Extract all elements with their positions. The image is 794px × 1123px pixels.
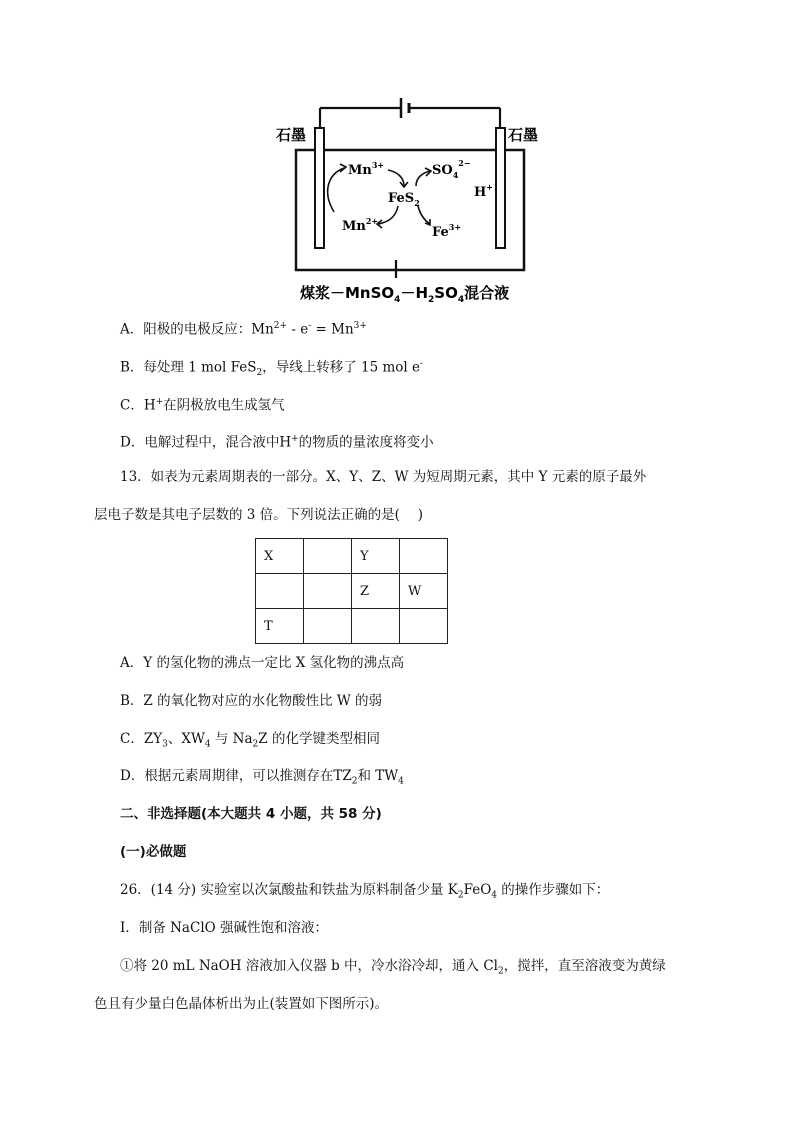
ion-h-label: H+ [474,182,493,200]
table-cell: Z [352,574,400,609]
section-2-title: 二、非选择题(本大题共 4 小题，共 58 分) [120,806,382,822]
electrolysis-diagram [270,94,550,306]
table-cell: Y [352,539,400,574]
q13-stem-line2: 层电子数是其电子层数的 3 倍。下列说法正确的是( ) [94,507,423,523]
arrow-mn2-to-mn3 [328,168,344,212]
table-cell: T [256,609,304,644]
q13-option-d: D．根据元素周期律，可以推测存在$TZ_2$和 $TW_4$ [120,768,404,787]
table-cell [400,539,448,574]
q13-option-b: B．Z 的氧化物对应的水化物酸性比 W 的弱 [120,693,383,709]
section-2-subtitle: (一)必做题 [120,844,187,860]
electrolysis-cell-drawing [270,94,550,306]
q13-stem-line1: 13．如表为元素周期表的一部分。X、Y、Z、W 为短周期元素，其中 Y 元素的原子最外 [120,469,647,485]
table-cell [304,539,352,574]
q26-step-1-line1: ①将 20 mL NaOH 溶液加入仪器 b 中，冷水浴冷却，通入 $Cl_2$，搅拌，直至溶液变为黄绿 [120,958,666,977]
q12-option-d: D．电解过程中，混合液中H+的物质的量浓度将变小 [120,434,434,451]
right-electrode-label: 石墨 [508,126,539,144]
q26-stem: 26．(14 分) 实验室以次氯酸盐和铁盐为原料制备少量 $K_2FeO_4$ 的操作步骤如下： [120,882,610,901]
table-cell [400,609,448,644]
arrow-fes2-to-fe3 [418,206,430,224]
table-row [256,539,448,574]
q26-part-1: Ⅰ．制备 NaClO 强碱性饱和溶液： [120,920,328,936]
diagram-caption: 煤浆$-MnSO_4-H_2SO_4$混合液 [300,284,510,305]
periodic-table-fragment [255,538,448,644]
q12-option-b: B．每处理 1 mol FeS$_2$，导线上转移了 15 mol e- [120,359,424,379]
q13-option-c: C．$ZY_3$、$XW_4$ 与 $Na_2Z$ 的化学键类型相同 [120,731,380,750]
table-row [256,609,448,644]
table-cell [352,609,400,644]
table-row [256,574,448,609]
electrolytic-cell [296,150,524,270]
table-cell [304,574,352,609]
left-graphite-electrode [315,128,324,248]
table-cell: X [256,539,304,574]
q26-step-1-line2: 色且有少量白色晶体析出为止(装置如下图所示)。 [94,996,389,1012]
table-cell: W [400,574,448,609]
q12-option-a: A．阳极的电极反应：$Mn^{2+} - e^- = Mn^{3+}$ [120,321,367,338]
ion-mn3-label: $Mn^{3+}$ [348,160,385,178]
ion-so4-label: $SO_4^{2-}$ [432,158,471,180]
ion-mn2-label: $Mn^{2+}$ [342,216,379,234]
right-graphite-electrode [496,128,505,248]
fes2-label: FeS$_2$ [388,191,420,208]
q13-option-a: A．Y 的氢化物的沸点一定比 X 氢化物的沸点高 [120,655,405,671]
table-cell [256,574,304,609]
left-electrode-label: 石墨 [276,126,307,144]
table-cell [304,609,352,644]
ion-fe3-label: $Fe^{3+}$ [432,222,462,240]
q12-option-c: C．H+在阴极放电生成氢气 [120,397,285,414]
